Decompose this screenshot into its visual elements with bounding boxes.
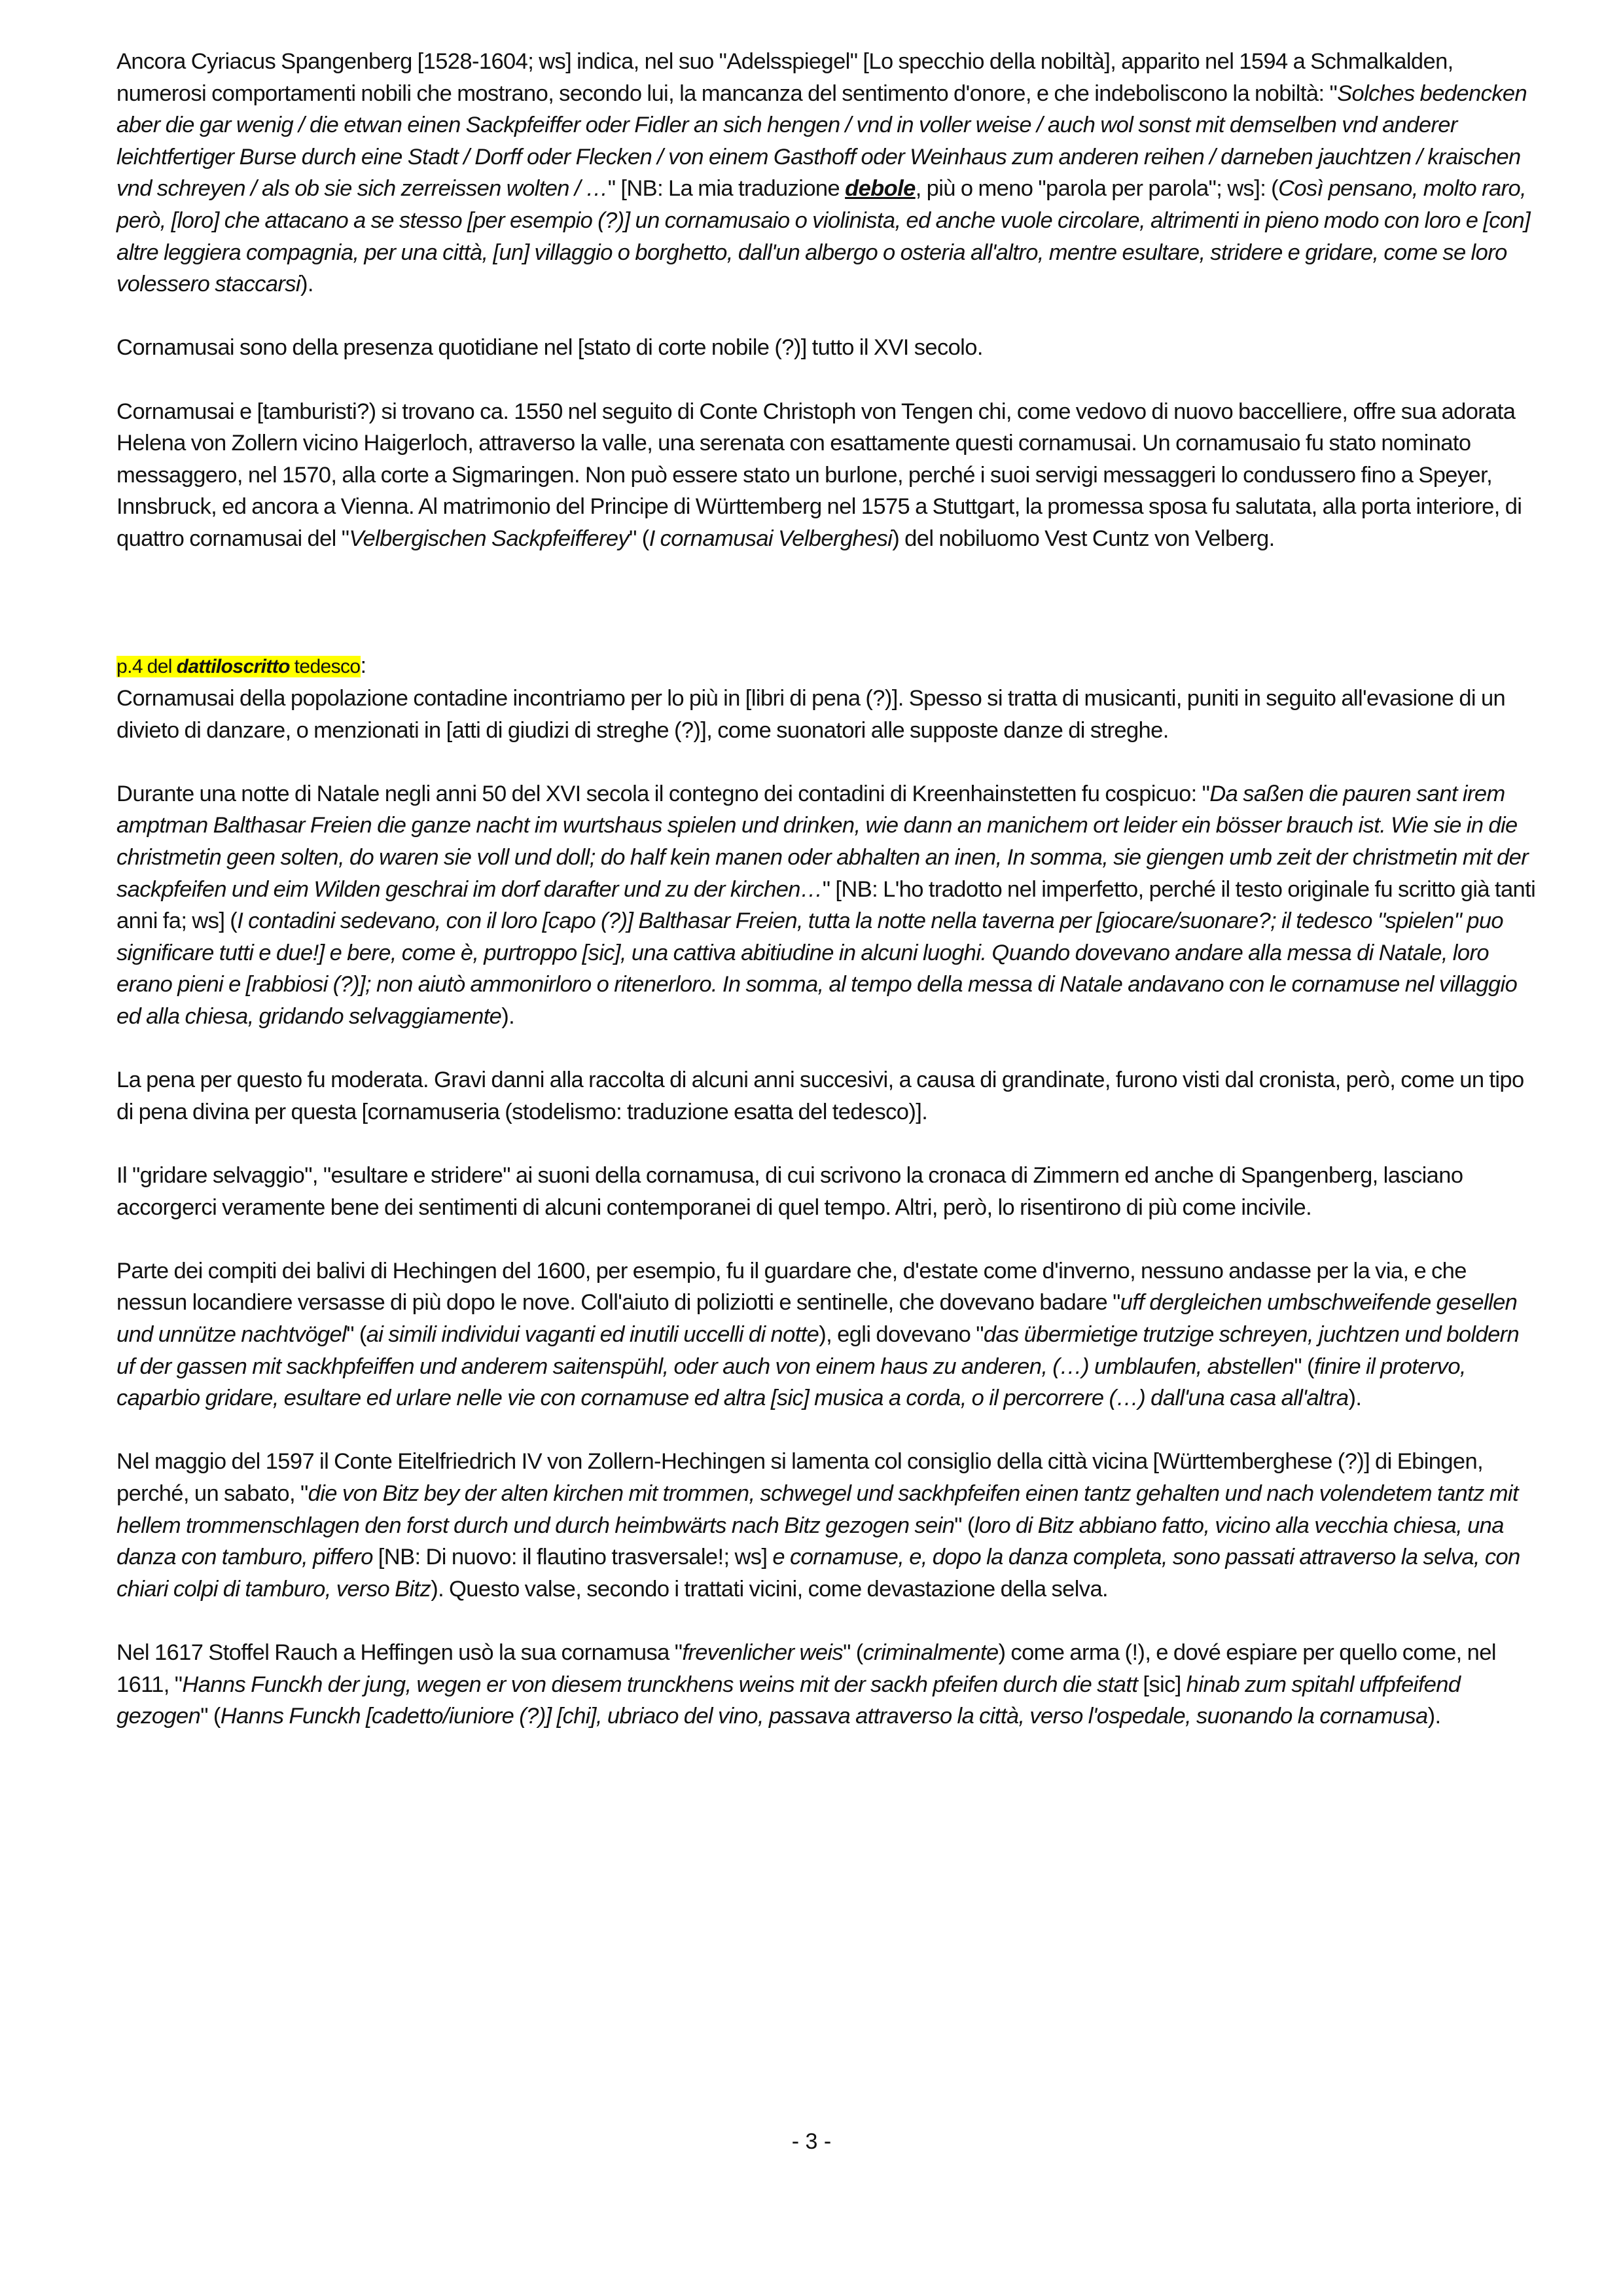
paragraph-peasants: Cornamusai della popolazione contadine incontriamo per lo più in [libri di pena (?)]. Spesso si tratta di musicanti, puniti in seguito all'evasione di un divieto di danzare, o menzionati in [atti di giudizi di streghe (?)], come suonatori alle supposte danze di streghe. bbox=[116, 686, 1506, 743]
paragraph-tengen: Cornamusai e [tamburisti?) si trovano ca. 1550 nel seguito di Conte Christoph von Tengen chi, come vedovo di nuovo baccelliere, offre sua adorata Helena von Zollern vicino Haigerloch, attraverso la valle, una serenata con esattamente questi cornamusai. Un cornamusaio fu stato nominato messaggero, nel 1570, alla corte a Sigmaringen. Non può essere stato un burlone, perché i suoi servigi messaggeri lo condussero fino a Speyer, Innsbruck, ed ancora a Vienna. Al matrimonio del Principe di Württemberg nel 1575 a Stuttgart, la promessa sposa fu salutata, alla porta interiore, di quattro cornamusai del "Velbergischen Sackpfeifferey" (I cornamusai Velberghesi) del nobiluomo Vest Cuntz von Velberg. bbox=[116, 399, 1522, 551]
section-label: p.4 del dattiloscritto tedesco: bbox=[116, 653, 366, 678]
paragraph-court: Cornamusai sono della presenza quotidiane nel [stato di corte nobile (?)] tutto il XVI secolo. bbox=[116, 335, 983, 361]
paragraph-spangenberg: Ancora Cyriacus Spangenberg [1528-1604; ws] indica, nel suo "Adelsspiegel" [Lo specchio della nobiltà], apparito nel 1594 a Schmalkalden, numerosi comportamenti nobili che mostrano, secondo lui, la mancanza del sentimento d'onore, e che indeboliscono la nobiltà: "Solches bedencken aber die gar wenig / die etwan einen Sackpfeiffer oder Fidler an sich hengen / vnd in voller weise / auch wol sonst mit demselben vnd anderer leichtfertiger Burse durch eine Stadt / Dorff oder Flecken / von einem Gasthoff oder Weinhaus zum anderen reihen / darneben jauchtzen / kraischen vnd schreyen / als ob sie sich zerreissen wolten / …" [NB: La mia traduzione debole, più o meno "parola per parola"; ws]: (Così pensano, molto raro, però, [loro] che attacano a se stesso [per esempio (?)] un cornamusaio o violinista, ed anche vuole circolare, altrimenti in pieno modo con loro e [con] altre leggiera compagnia, per una città, [un] villaggio o borghetto, dall'un albergo o osteria all'altro, mentre esultare, stridere e gridare, come se loro volessero staccarsi). bbox=[116, 49, 1531, 297]
paragraph-hechingen: Parte dei compiti dei balivi di Hechingen del 1600, per esempio, fu il guardare che, d'estate come d'inverno, nessuno andasse per la via, e che nessun locandiere versasse di più dopo le nove. Coll'aiuto di poliziotti e sentinelle, che dovevano badare "uff dergleichen umbschweifende gesellen und unnütze nachtvögel" (ai simili individui vaganti ed inutili uccelli di notte), egli dovevano "das übermietige trutzige schreyen, juchtzen und boldern uf der gassen mit sackhpfeiffen und anderem saitenspühl, oder auch von einem haus zu anderen, (…) umblaufen, abstellen" (finire il protervo, caparbio gridare, esultare ed urlare nelle vie con cornamuse ed altra [sic] musica a corda, o il percorrere (…) dall'una casa all'altra). bbox=[116, 1258, 1520, 1411]
italian-translation: Così pensano, molto raro, però, [loro] che attacano a se stesso [per esempio (?)] un cornamusaio o violinista, ed anche vuole circolare, altrimenti in pieno modo con loro e [con] altre leggiera compagnia, per una città, [un] villaggio o borghetto, dall'un albergo o osteria all'altro, mentre esultare, stridere e gridare, come se loro volessero staccarsi bbox=[116, 176, 1531, 297]
paragraph-punishment: La pena per questo fu moderata. Gravi danni alla raccolta di alcuni anni succesivi, a causa di grandinate, furono visti dal cronista, però, come un tipo di pena divina per questa [cornamuseria (stodelismo: traduzione esatta del tedesco)]. bbox=[116, 1067, 1524, 1124]
paragraph-wild-shouting: Il "gridare selvaggio", "esultare e stridere" ai suoni della cornamusa, di cui scrivono la cronaca di Zimmern ed anche di Spangenberg, lasciano accorgerci veramente bene dei sentimenti di alcuni contemporanei di quel tempo. Altri, però, lo risentirono di più come incivile. bbox=[116, 1163, 1463, 1220]
highlighted-label: p.4 del dattiloscritto tedesco bbox=[116, 655, 361, 677]
german-quote: Solches bedencken aber die gar wenig / die etwan einen Sackpfeiffer oder Fidler an sich hengen / vnd in voller weise / auch wol sonst mit demselben vnd anderer leichtfertiger Burse durch eine Stadt / Dorff oder Flecken / von einem Gasthoff oder Weinhaus zum anderen reihen / darneben jauchtzen / kraischen vnd schreyen / als ob sie sich zerreissen wolten / … bbox=[116, 81, 1527, 202]
page-number: - 3 - bbox=[791, 2129, 832, 2154]
paragraph-christmas: Durante una notte di Natale negli anni 50 del XVI secola il contegno dei contadini di Kreenhainstetten fu cospicuo: "Da saßen die pauren sant irem amptman Balthasar Freien die ganze nacht im wurtshaus spielen und drinken, wie dann an manichem ort leider ein bösser brauch ist. Wie sie in die christmetin geen solten, do waren sie voll und doll; do half kein manen oder abhalten an inen, In somma, sie giengen umb zeit der christmetin mit der sackpfeifen und eim Wilden geschrai im dorf darafter und zu der kirchen…" [NB: L'ho tradotto nel imperfetto, perché il testo originale fu scritto già tanti anni fa; ws] (I contadini sedevano, con il loro [capo (?)] Balthasar Freien, tutta la notte nella taverna per [giocare/suonare?; il tedesco "spielen" puo significare tutti e due!] e bere, come è, purtroppo [sic], una cattiva abitiudine in alcuni luoghi. Quando dovevano andare alla messa di Natale, loro erano pieni e [rabbiosi (?)]; non aiutò ammonirloro o ritenerloro. In somma, al tempo della messa di Natale andavano con le cornamuse nel villaggio ed alla chiesa, gridando selvaggiamente). bbox=[116, 781, 1536, 1030]
paragraph-rauch: Nel 1617 Stoffel Rauch a Heffingen usò la sua cornamusa "frevenlicher weis" (criminalmente) come arma (!), e dové espiare per quello come, nel 1611, "Hanns Funckh der jung, wegen er von diesem trunckhens weins mit der sackh pfeifen durch die statt [sic] hinab zum spitahl uffpfeifend gezogen" (Hanns Funckh [cadetto/iuniore (?)] [chi], ubriaco del vino, passava attraverso la città, verso l'ospedale, suonando la cornamusa). bbox=[116, 1640, 1496, 1729]
emphasis-debole: debole bbox=[845, 176, 916, 202]
paragraph-bitz: Nel maggio del 1597 il Conte Eitelfriedrich IV von Zollern-Hechingen si lamenta col consiglio della città vicina [Württemberghese (?)] di Ebingen, perché, un sabato, "die von Bitz bey der alten kirchen mit trommen, schwegel und sackhpfeifen einen tantz gehalten und nach volendetem tantz mit hellem trommenschlagen den forst durch und durch heimbwärts nach Bitz gezogen sein" (loro di Bitz abbiano fatto, vicino alla vecchia chiesa, una danza con tamburo, piffero [NB: Di nuovo: il flautino trasversale!; ws] e cornamuse, e, dopo la danza completa, sono passati attraverso la selva, con chiari colpi di tamburo, verso Bitz). Questo valse, secondo i trattati vicini, come devastazione della selva. bbox=[116, 1449, 1520, 1602]
document-page bbox=[116, 46, 1540, 1732]
